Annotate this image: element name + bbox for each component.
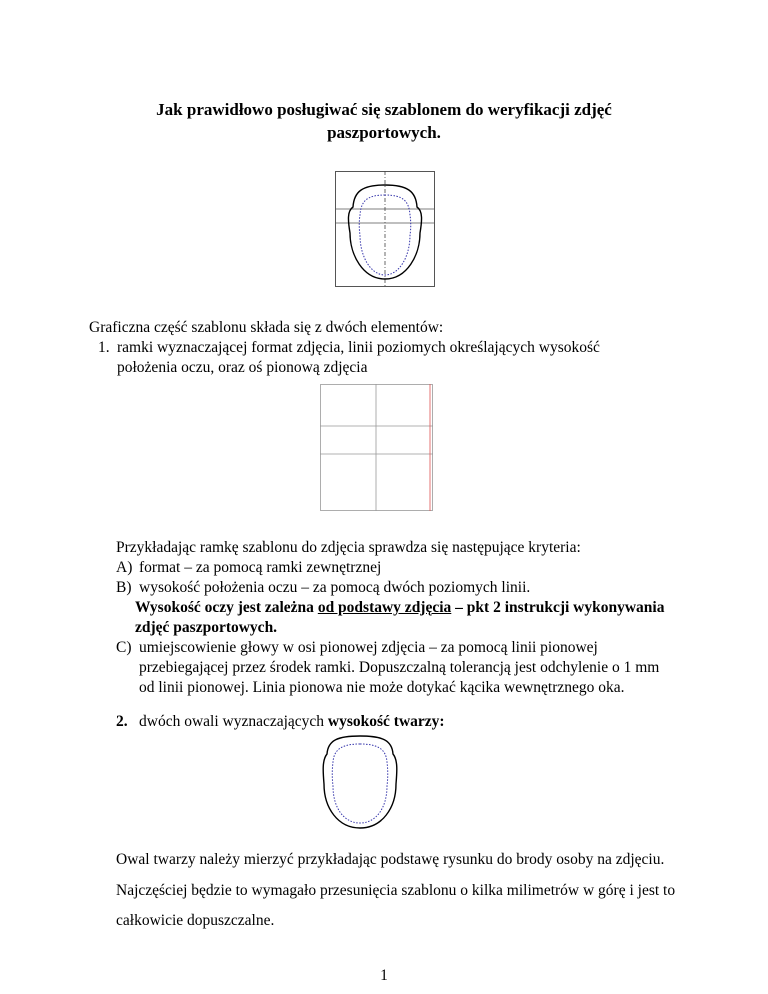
item2-text: dwóch owali wyznaczających [139, 713, 328, 730]
criterion-c-letter: C) [116, 639, 132, 656]
template-frame-figure [320, 384, 435, 512]
closing-line3: całkowicie dopuszczalne. [116, 912, 275, 929]
closing-line1: Owal twarzy należy mierzyć przykładając podstawę rysunku do brody osoby na zdjęciu. [116, 851, 665, 868]
item1-line2: położenia oczu, oraz oś pionową zdjęcia [117, 359, 368, 376]
item2-number: 2. [116, 713, 128, 730]
criteria-intro: Przykładając ramkę szablonu do zdjęcia sprawdza się następujące kryteria: [116, 539, 581, 556]
criterion-b-bold2: – pkt 2 instrukcji wykonywania [451, 599, 665, 616]
criterion-c-line1: umiejscowienie głowy w osi pionowej zdjęcia – za pomocą linii pionowej [139, 639, 598, 656]
face-ovals-figure [318, 734, 402, 830]
page-title-line1: Jak prawidłowo posługiwać się szablonem do weryfikacji zdjęć [156, 100, 612, 119]
criterion-b-bold3: zdjęć paszportowych. [135, 619, 278, 636]
criterion-c-line3: od linii pionowej. Linia pionowa nie może dotykać kącika wewnętrznego oka. [139, 679, 625, 696]
criterion-b-text: wysokość położenia oczu – za pomocą dwóch poziomych linii. [139, 579, 531, 596]
criterion-b-bold-line [135, 598, 664, 618]
criterion-b-underlined: od podstawy zdjęcia [317, 599, 452, 616]
intro-text: Graficzna część szablonu składa się z dwóch elementów: [89, 319, 444, 336]
item1-line1: ramki wyznaczającej format zdjęcia, linii poziomych określających wysokość [117, 339, 600, 356]
criterion-c-line2: przebiegającej przez środek ramki. Dopuszczalną tolerancją jest odchylenie o 1 mm [139, 659, 660, 676]
closing-line2: Najczęściej będzie to wymagało przesunięcia szablonu o kilka milimetrów w górę i jest to [116, 882, 676, 899]
criterion-b-bold1: Wysokość oczy jest zależna [135, 599, 318, 616]
page-title-line2: paszportowych. [327, 123, 441, 142]
criterion-a-text: format – za pomocą ramki zewnętrznej [139, 559, 382, 576]
item1-number: 1. [98, 339, 110, 356]
template-full-figure [335, 171, 435, 287]
item2-bold: wysokość twarzy: [327, 713, 445, 730]
item2-line [139, 712, 445, 732]
criterion-b-letter: B) [116, 579, 132, 596]
page-number: 1 [380, 967, 388, 984]
criterion-a-letter: A) [116, 559, 133, 576]
